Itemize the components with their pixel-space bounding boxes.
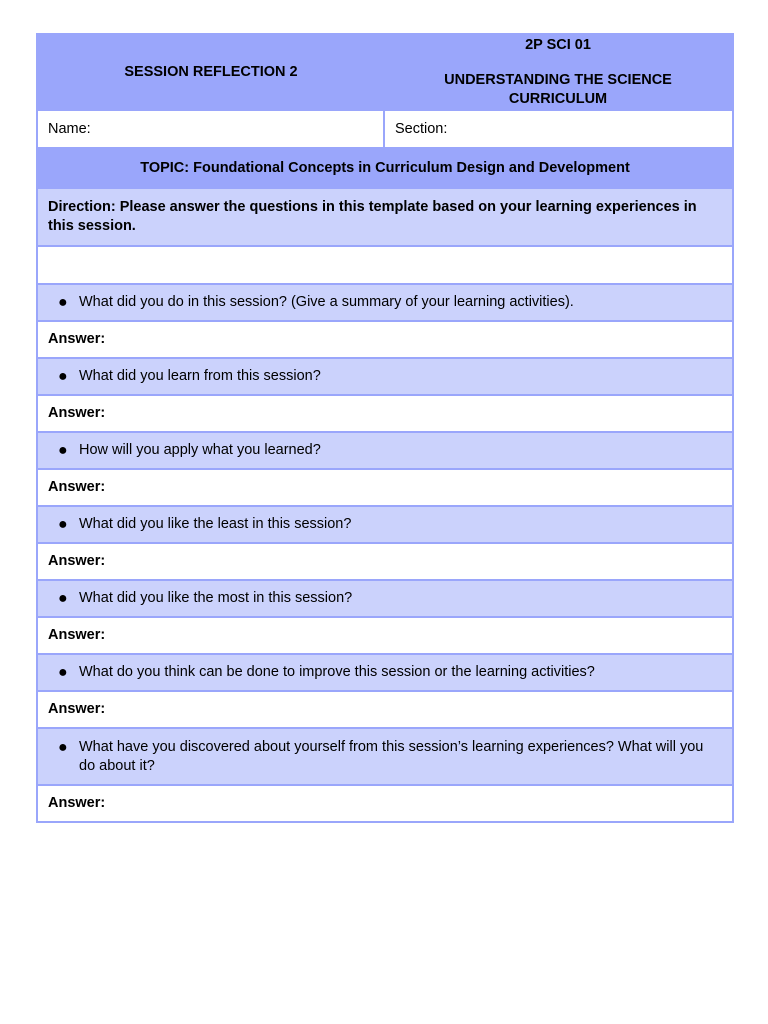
session-title: SESSION REFLECTION 2: [124, 63, 298, 80]
reflection-form-table: [36, 33, 734, 823]
answer-label: Answer:: [48, 795, 106, 811]
question-row: [37, 506, 733, 543]
answer-field[interactable]: [37, 691, 733, 728]
course-code: 2P SCI 01: [525, 36, 591, 53]
answer-label: Answer:: [48, 331, 106, 347]
name-field[interactable]: [37, 110, 384, 148]
question-text: How will you apply what you learned?: [79, 442, 321, 458]
bullet-icon: ●: [58, 442, 68, 459]
section-field[interactable]: [384, 110, 733, 148]
blank-row: [37, 246, 733, 284]
answer-field[interactable]: [37, 469, 733, 506]
answer-field[interactable]: [37, 617, 733, 654]
question-text: What have you discovered about yourself from this session’s learning experiences? What will you do about it?: [79, 738, 704, 774]
course-title: UNDERSTANDING THE SCIENCE CURRICULUM: [444, 71, 672, 107]
direction-row: [37, 188, 733, 246]
answer-field[interactable]: [37, 321, 733, 358]
question-text: What did you do in this session? (Give a summary of your learning activities).: [79, 294, 574, 310]
bullet-icon: ●: [58, 516, 68, 533]
question-row: [37, 358, 733, 395]
question-text: What did you like the least in this session?: [79, 516, 352, 532]
question-row: [37, 284, 733, 321]
question-row: [37, 580, 733, 617]
bullet-icon: ●: [58, 590, 68, 607]
section-label: Section:: [395, 120, 448, 137]
answer-field[interactable]: [37, 543, 733, 580]
question-row: [37, 728, 733, 785]
answer-field[interactable]: [37, 785, 733, 822]
course-info-cell: [384, 34, 733, 110]
bullet-icon: ●: [58, 368, 68, 385]
bullet-icon: ●: [58, 738, 68, 756]
answer-label: Answer:: [48, 553, 106, 569]
question-text: What do you think can be done to improve this session or the learning activities?: [79, 664, 595, 680]
answer-label: Answer:: [48, 405, 106, 421]
session-title-cell: [37, 34, 384, 110]
question-row: [37, 654, 733, 691]
bullet-icon: ●: [58, 664, 68, 681]
question-row: [37, 432, 733, 469]
direction-text: Direction: Please answer the questions in this template based on your learning experiences in this session.: [48, 199, 697, 234]
topic-banner: [37, 148, 733, 188]
name-label: Name:: [48, 120, 91, 137]
answer-field[interactable]: [37, 395, 733, 432]
answer-label: Answer:: [48, 701, 106, 717]
bullet-icon: ●: [58, 294, 68, 311]
topic-text: TOPIC: Foundational Concepts in Curriculum Design and Development: [140, 159, 630, 176]
answer-label: Answer:: [48, 479, 106, 495]
question-text: What did you learn from this session?: [79, 368, 321, 384]
question-text: What did you like the most in this session?: [79, 590, 353, 606]
answer-label: Answer:: [48, 627, 106, 643]
